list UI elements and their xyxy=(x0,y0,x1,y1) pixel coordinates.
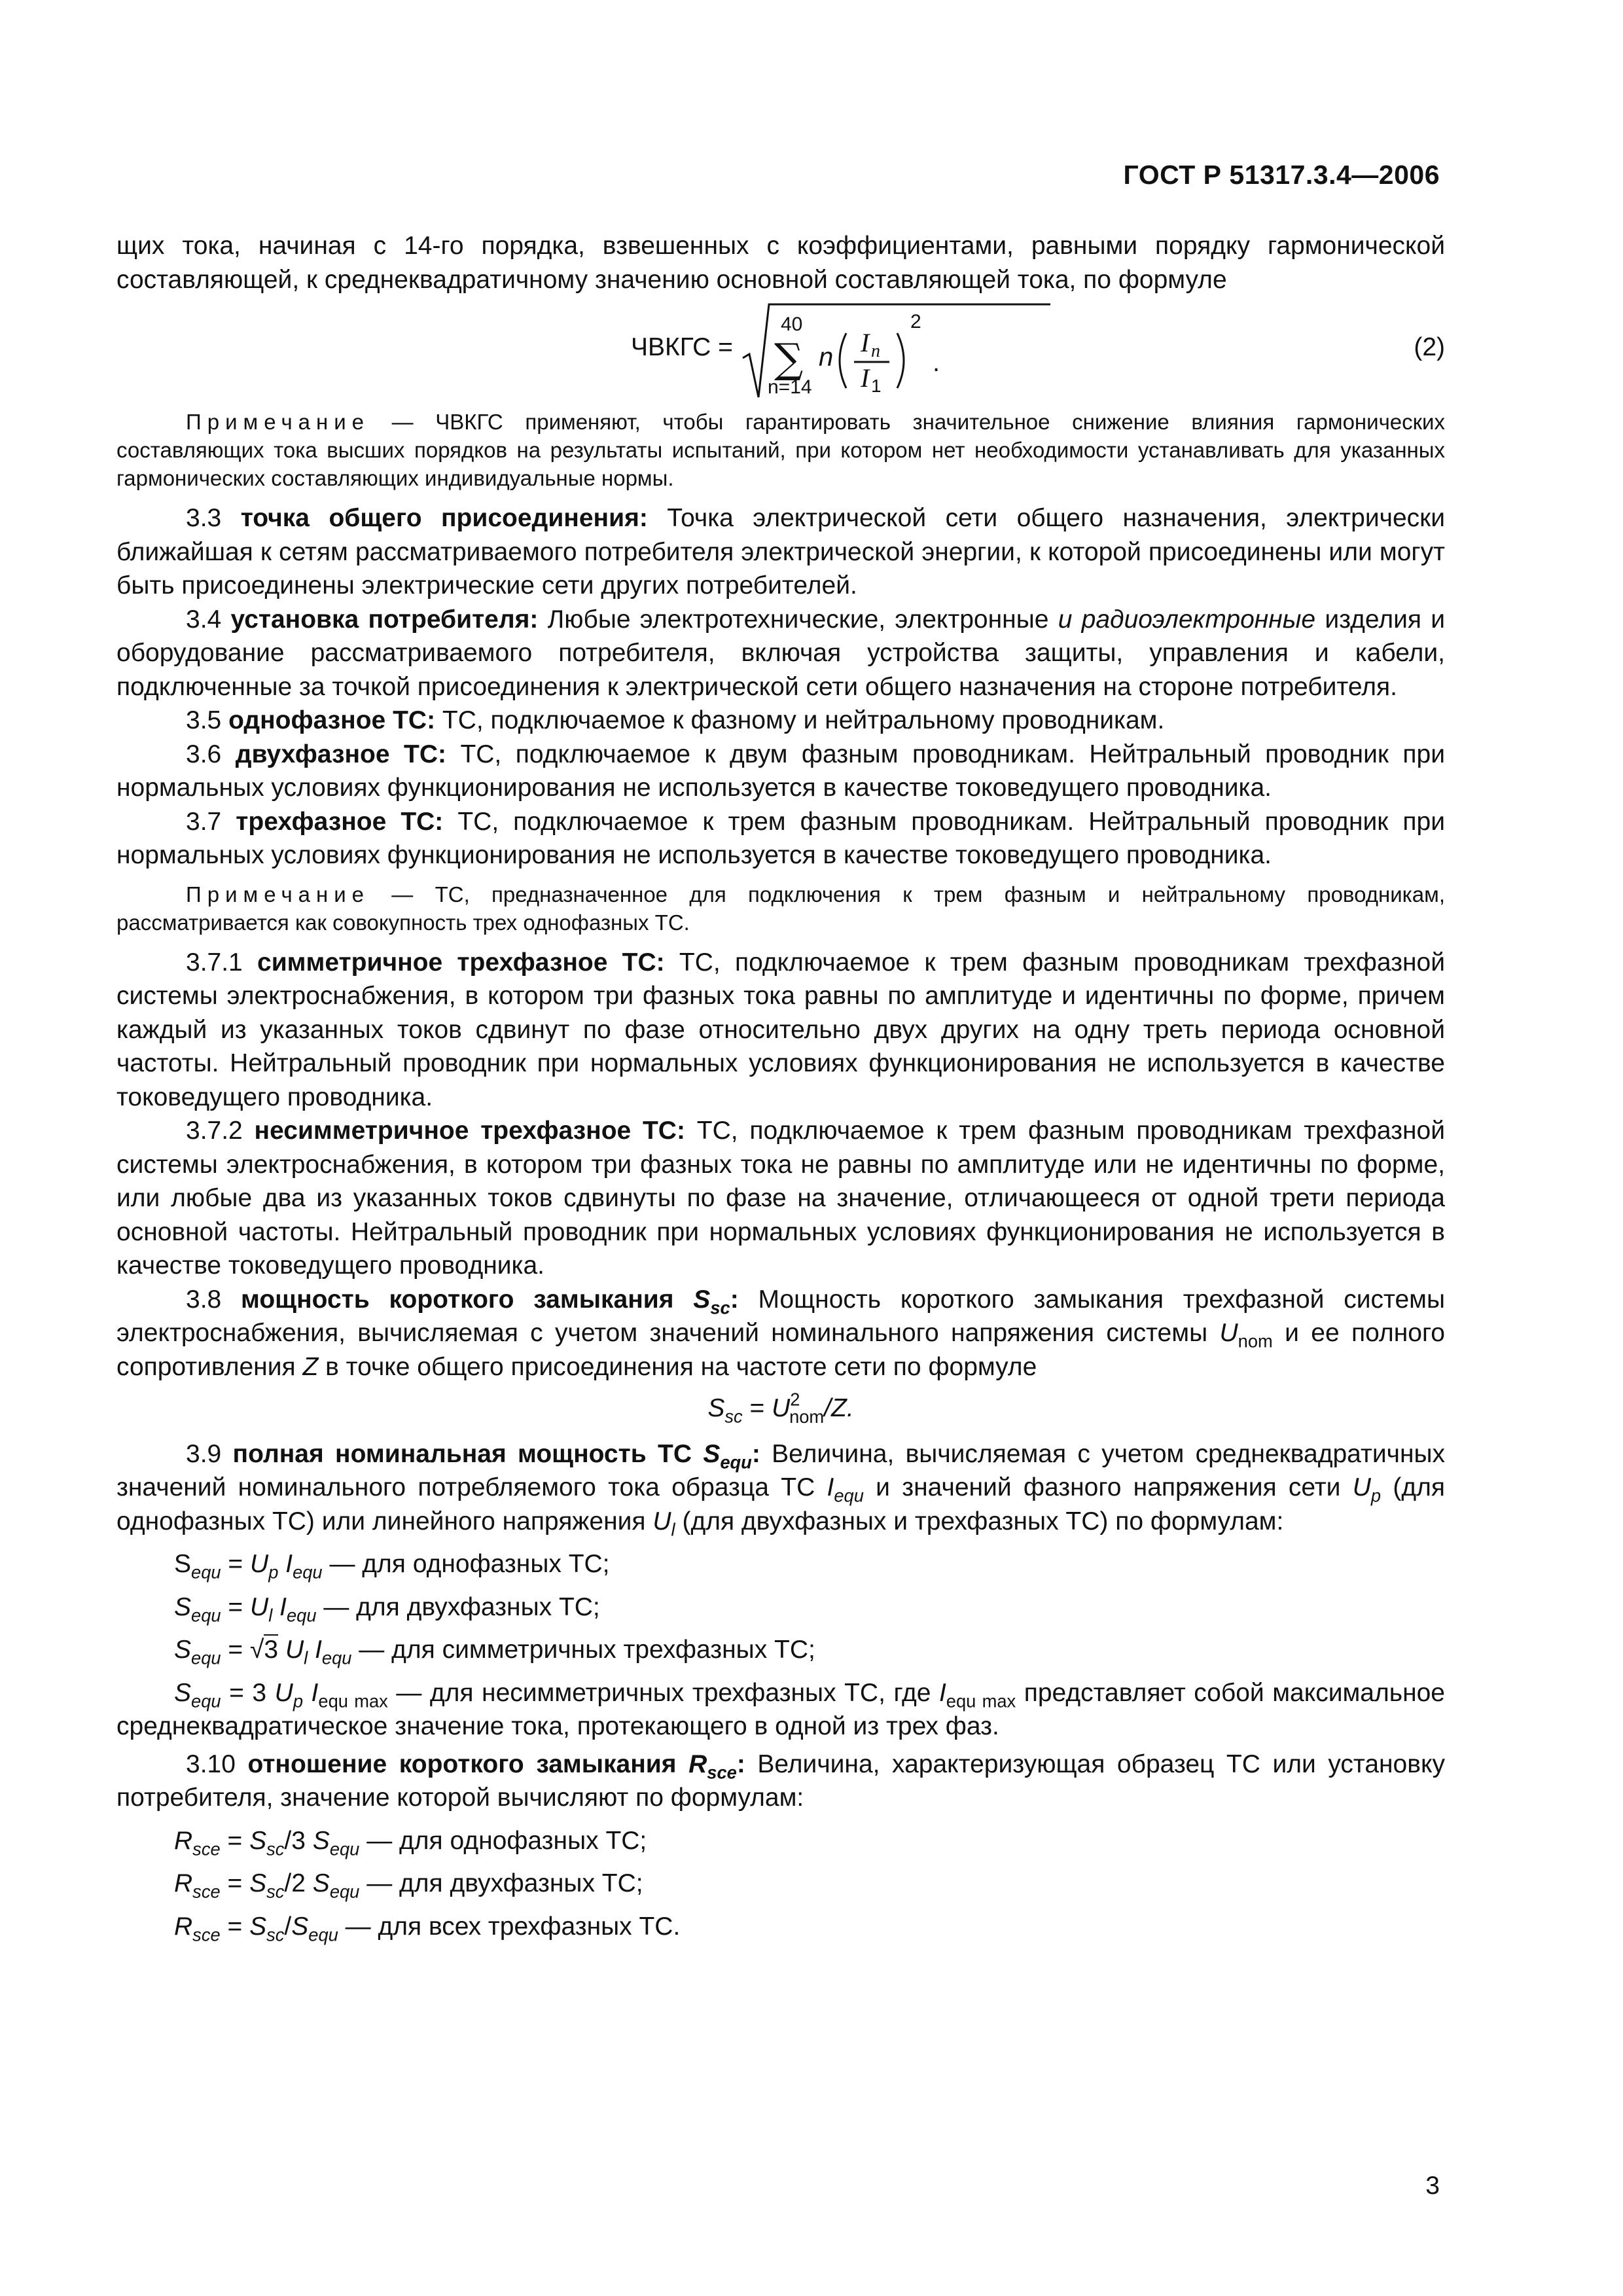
section-3-7-1: 3.7.1 симметричное трехфазное ТС: ТС, подключаемое к трем фазным проводникам трехфазной системы электроснабжения, в котором три фазных тока равны по амплитуде и идентичны по форме, причем каждый из указанных токов сдвинут по фазе относительно двух других на одну треть периода основной частоты. Нейтральный проводник при нормальных условиях функционирования не используется в качестве токоведущего проводника. xyxy=(116,948,1445,1111)
section-3-9: 3.9 полная номинальная мощность ТС $S_{equ}$: Величина, вычисляемая с учетом среднеквадратичных значений номинального потребляемого тока образца ТС $I_{equ}$ и значений фазного напряжения сети $U_p$ (для однофазных ТС) или линейного напряжения $U_l$ (для двухфазных и трехфазных ТС) по формулам: xyxy=(116,1439,1446,1540)
svg-text:n: n xyxy=(819,343,834,372)
section-3-10: 3.10 отношение короткого замыкания $R_{sce}$: Величина, характеризующая образец ТС или установку потребителя, значение которой вычисляют по формулам: xyxy=(116,1749,1445,1812)
formula-sequ-4: $S_{equ} = 3$ $U_p$ $I_{equ max}$ — для несимметричных трехфазных ТС, где $I_{equ max}$ представляет собой максимальное среднеквадратическое значение тока, протекающего в одной из трех фаз. xyxy=(116,1678,1445,1740)
intro-paragraph: щих тока, начиная с 14-го порядка, взвешенных с коэффициентами, равными порядку гармонической составляющей, к среднеквадратичному значению основной составляющей тока, по формуле xyxy=(116,232,1445,294)
document-body xyxy=(116,229,1445,1943)
formula-rsce-1: $R_{sce} = S_{sc}/3$ $S_{equ}$ — для однофазных ТС; xyxy=(174,1826,647,1859)
page-number: 3 xyxy=(1425,2172,1440,2200)
svg-text:2: 2 xyxy=(910,311,921,332)
section-3-7: 3.7 трехфазное ТС: ТС, подключаемое к трем фазным проводникам. Нейтральный проводник при нормальных условиях функционирования не используется в качестве токоведущего проводника. xyxy=(116,807,1445,869)
sum-upper-limit: 40 xyxy=(781,314,803,335)
svg-text:I: I xyxy=(861,328,870,357)
formula-ssc: $S_{sc} = U^2_{nom}/Z$. xyxy=(707,1389,854,1427)
section-3-7-2: 3.7.2 несимметричное трехфазное ТС: ТС, подключаемое к трем фазным проводникам трехфазной системы электроснабжения, в котором три фазных тока не равны по амплитуде или не идентичны по форме, или любые два из указанных токов сдвинуты по фазе на значение, отличающееся от одной трети периода основной частоты. Нейтральный проводник при нормальных условиях функционирования не используется в качестве токоведущего проводника. xyxy=(116,1117,1445,1280)
section-3-4: 3.4 установка потребителя: Любые электротехнические, электронные и радиоэлектронные изделия и оборудование рассматриваемого потребителя, включая устройства защиты, управления и кабели, подключенные за точкой присоединения к электрической сети общего назначения на стороне потребителя. xyxy=(116,605,1446,701)
formula-radical xyxy=(741,302,1056,400)
section-3-6: 3.6 двухфазное ТС: ТС, подключаемое к двум фазным проводникам. Нейтральный проводник при нормальных условиях функционирования не используется в качестве токоведущего проводника. xyxy=(116,740,1445,802)
svg-text:1: 1 xyxy=(871,376,882,396)
note-1: Примечание — ЧВКГС применяют, чтобы гарантировать значительное снижение влияния гармонических составляющих тока высших порядков на результаты испытаний, при котором нет необходимости устанавливать для указанных гармонических составляющих индивидуальные нормы. xyxy=(116,410,1445,490)
document-id: ГОСТ Р 51317.3.4—2006 xyxy=(1123,160,1440,190)
svg-text:.: . xyxy=(933,348,940,377)
svg-text:n: n xyxy=(871,341,880,361)
svg-text:I: I xyxy=(861,363,870,393)
section-3-8: 3.8 мощность короткого замыкания $S_{sc}$: Мощность короткого замыкания трехфазной системы электроснабжения, вычисляемая с учетом значений номинального напряжения системы $U_{nom}$ и ее полного сопротивления Z в точке общего присоединения на частоте сети по формуле xyxy=(116,1285,1445,1381)
formula-rsce-2: $R_{sce} = S_{sc}/2$ $S_{equ}$ — для двухфазных ТС; xyxy=(174,1869,643,1902)
section-3-3: 3.3 точка общего присоединения: Точка электрической сети общего назначения, электрически ближайшая к сетям рассматриваемого потребителя электрической энергии, к которой присоединены или могут быть присоединены электрические сети других потребителей. xyxy=(116,504,1445,600)
formula-number: (2) xyxy=(1414,333,1445,361)
formula-sequ-2: $S_{equ} = U_l$ $I_{equ}$ — для двухфазных ТС; xyxy=(174,1592,600,1626)
note-2: Примечание — ТС, предназначенное для подключения к трем фазным и нейтральному проводникам, рассматривается как совокупность трех однофазных ТС. xyxy=(116,882,1445,935)
sqrt-symbol: √ xyxy=(250,1636,264,1664)
formula-rsce-3: $R_{sce} = S_{sc}/S_{equ}$ — для всех трехфазных ТС. xyxy=(174,1912,681,1945)
formula-2 xyxy=(116,302,1445,400)
sum-symbol: ∑ xyxy=(774,334,804,382)
formula-sequ-1: $S_{equ} = U_p$ $I_{equ}$ — для однофазных ТС; xyxy=(174,1550,610,1583)
formula-sequ-3: $S_{equ} = √3$ $U_l$ $I_{equ}$ — для симметричных трехфазных ТС; xyxy=(174,1636,815,1668)
sum-lower-limit: n=14 xyxy=(768,376,812,398)
formula-lhs: ЧВКГС = xyxy=(631,333,733,361)
section-3-5: 3.5 однофазное ТС: ТС, подключаемое к фазному и нейтральному проводникам. xyxy=(186,706,1165,734)
